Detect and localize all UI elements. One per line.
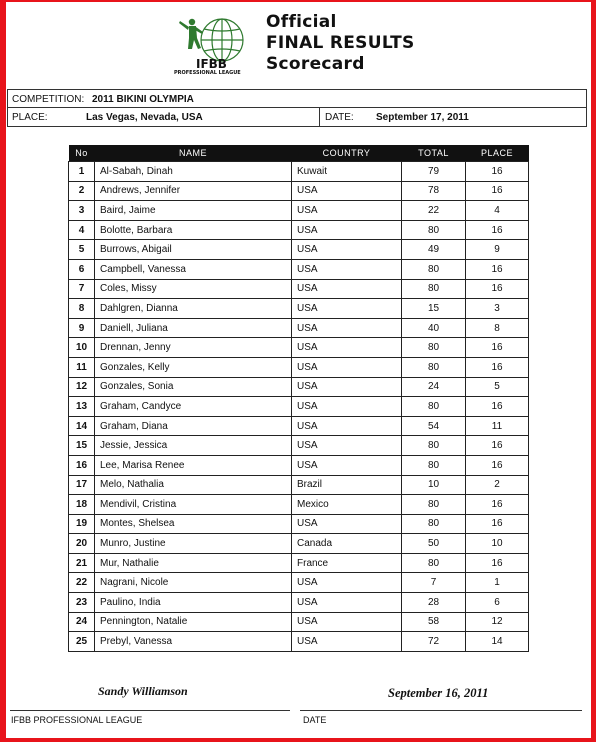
final-place: 16 bbox=[466, 162, 529, 182]
final-place: 9 bbox=[466, 240, 529, 260]
header-name: NAME bbox=[95, 145, 292, 162]
total-score: 80 bbox=[402, 514, 466, 534]
row-number: 16 bbox=[69, 455, 95, 475]
row-number: 14 bbox=[69, 416, 95, 436]
results-table-body bbox=[69, 162, 529, 652]
row-number: 22 bbox=[69, 573, 95, 593]
total-score: 80 bbox=[402, 279, 466, 299]
competitor-name: Burrows, Abigail bbox=[95, 240, 292, 260]
competitor-name: Prebyl, Vanessa bbox=[95, 632, 292, 652]
competition-row bbox=[7, 89, 587, 108]
total-score: 40 bbox=[402, 318, 466, 338]
table-row bbox=[69, 553, 529, 573]
total-score: 80 bbox=[402, 259, 466, 279]
row-number: 6 bbox=[69, 259, 95, 279]
competitor-country: France bbox=[292, 553, 402, 573]
table-row bbox=[69, 612, 529, 632]
header-total: TOTAL bbox=[402, 145, 466, 162]
final-place: 3 bbox=[466, 299, 529, 319]
competitor-name: Mur, Nathalie bbox=[95, 553, 292, 573]
competitor-country: USA bbox=[292, 377, 402, 397]
competitor-country: USA bbox=[292, 240, 402, 260]
table-row bbox=[69, 377, 529, 397]
title-line-3: Scorecard bbox=[266, 54, 365, 74]
table-row bbox=[69, 397, 529, 417]
table-row bbox=[69, 201, 529, 221]
results-table bbox=[68, 145, 529, 652]
competitor-country: Kuwait bbox=[292, 162, 402, 182]
footer-date-label: DATE bbox=[303, 715, 327, 725]
total-score: 24 bbox=[402, 377, 466, 397]
header-country: COUNTRY bbox=[292, 145, 402, 162]
row-number: 3 bbox=[69, 201, 95, 221]
competition-value: 2011 BIKINI OLYMPIA bbox=[92, 94, 194, 105]
total-score: 22 bbox=[402, 201, 466, 221]
title-line-2: FINAL RESULTS bbox=[266, 33, 415, 53]
competitor-country: USA bbox=[292, 299, 402, 319]
competitor-country: USA bbox=[292, 514, 402, 534]
competitor-name: Daniell, Juliana bbox=[95, 318, 292, 338]
total-score: 79 bbox=[402, 162, 466, 182]
row-number: 4 bbox=[69, 220, 95, 240]
competitor-name: Mendivil, Cristina bbox=[95, 495, 292, 515]
competitor-name: Gonzales, Kelly bbox=[95, 357, 292, 377]
final-place: 16 bbox=[466, 514, 529, 534]
competitor-country: Mexico bbox=[292, 495, 402, 515]
table-row bbox=[69, 573, 529, 593]
table-row bbox=[69, 259, 529, 279]
total-score: 80 bbox=[402, 220, 466, 240]
row-number: 12 bbox=[69, 377, 95, 397]
competitor-name: Graham, Diana bbox=[95, 416, 292, 436]
table-row bbox=[69, 162, 529, 182]
competitor-country: USA bbox=[292, 436, 402, 456]
final-place: 16 bbox=[466, 181, 529, 201]
total-score: 80 bbox=[402, 495, 466, 515]
row-number: 23 bbox=[69, 593, 95, 613]
competitor-country: USA bbox=[292, 397, 402, 417]
total-score: 80 bbox=[402, 553, 466, 573]
total-score: 15 bbox=[402, 299, 466, 319]
final-place: 11 bbox=[466, 416, 529, 436]
row-number: 1 bbox=[69, 162, 95, 182]
competitor-name: Drennan, Jenny bbox=[95, 338, 292, 358]
final-place: 5 bbox=[466, 377, 529, 397]
competitor-name: Jessie, Jessica bbox=[95, 436, 292, 456]
competitor-name: Coles, Missy bbox=[95, 279, 292, 299]
final-place: 10 bbox=[466, 534, 529, 554]
table-row bbox=[69, 455, 529, 475]
table-row bbox=[69, 632, 529, 652]
signature-date: September 16, 2011 bbox=[388, 686, 489, 700]
competitor-name: Paulino, India bbox=[95, 593, 292, 613]
final-place: 8 bbox=[466, 318, 529, 338]
header-place: PLACE bbox=[466, 145, 529, 162]
final-place: 16 bbox=[466, 553, 529, 573]
competitor-country: USA bbox=[292, 201, 402, 221]
competitor-name: Al-Sabah, Dinah bbox=[95, 162, 292, 182]
final-place: 1 bbox=[466, 573, 529, 593]
competitor-name: Munro, Justine bbox=[95, 534, 292, 554]
competitor-name: Andrews, Jennifer bbox=[95, 181, 292, 201]
table-row bbox=[69, 593, 529, 613]
table-row bbox=[69, 475, 529, 495]
table-row bbox=[69, 495, 529, 515]
final-place: 4 bbox=[466, 201, 529, 221]
competitor-country: USA bbox=[292, 573, 402, 593]
final-place: 14 bbox=[466, 632, 529, 652]
table-row bbox=[69, 416, 529, 436]
row-number: 15 bbox=[69, 436, 95, 456]
competitor-country: USA bbox=[292, 612, 402, 632]
place-label: PLACE: bbox=[12, 112, 48, 123]
competitor-country: USA bbox=[292, 259, 402, 279]
final-place: 2 bbox=[466, 475, 529, 495]
final-place: 6 bbox=[466, 593, 529, 613]
date-value: September 17, 2011 bbox=[376, 112, 469, 123]
competitor-name: Montes, Shelsea bbox=[95, 514, 292, 534]
row-number: 20 bbox=[69, 534, 95, 554]
table-row bbox=[69, 338, 529, 358]
table-row bbox=[69, 279, 529, 299]
final-place: 12 bbox=[466, 612, 529, 632]
competitor-country: Canada bbox=[292, 534, 402, 554]
total-score: 72 bbox=[402, 632, 466, 652]
row-number: 2 bbox=[69, 181, 95, 201]
competitor-country: USA bbox=[292, 455, 402, 475]
total-score: 80 bbox=[402, 436, 466, 456]
final-place: 16 bbox=[466, 220, 529, 240]
total-score: 80 bbox=[402, 455, 466, 475]
total-score: 80 bbox=[402, 338, 466, 358]
row-number: 24 bbox=[69, 612, 95, 632]
final-place: 16 bbox=[466, 279, 529, 299]
ifbb-logo-icon bbox=[170, 14, 262, 74]
total-score: 10 bbox=[402, 475, 466, 495]
final-place: 16 bbox=[466, 357, 529, 377]
competitor-country: USA bbox=[292, 181, 402, 201]
title-line-1: Official bbox=[266, 12, 337, 32]
row-number: 8 bbox=[69, 299, 95, 319]
total-score: 80 bbox=[402, 357, 466, 377]
footer-league-label: IFBB PROFESSIONAL LEAGUE bbox=[11, 715, 143, 725]
svg-text:PROFESSIONAL LEAGUE: PROFESSIONAL LEAGUE bbox=[174, 70, 241, 74]
competitor-country: USA bbox=[292, 338, 402, 358]
total-score: 28 bbox=[402, 593, 466, 613]
row-number: 21 bbox=[69, 553, 95, 573]
table-row bbox=[69, 220, 529, 240]
competitor-name: Melo, Nathalia bbox=[95, 475, 292, 495]
place-date-row bbox=[7, 108, 587, 127]
total-score: 58 bbox=[402, 612, 466, 632]
competitor-name: Baird, Jaime bbox=[95, 201, 292, 221]
final-place: 16 bbox=[466, 436, 529, 456]
row-number: 25 bbox=[69, 632, 95, 652]
competitor-country: USA bbox=[292, 318, 402, 338]
competitor-country: USA bbox=[292, 593, 402, 613]
competitor-name: Nagrani, Nicole bbox=[95, 573, 292, 593]
competitor-country: Brazil bbox=[292, 475, 402, 495]
place-date-divider bbox=[319, 108, 320, 126]
row-number: 7 bbox=[69, 279, 95, 299]
place-value: Las Vegas, Nevada, USA bbox=[86, 112, 203, 123]
competitor-country: USA bbox=[292, 357, 402, 377]
table-row bbox=[69, 318, 529, 338]
competitor-country: USA bbox=[292, 632, 402, 652]
competitor-country: USA bbox=[292, 220, 402, 240]
total-score: 54 bbox=[402, 416, 466, 436]
total-score: 80 bbox=[402, 397, 466, 417]
competition-label: COMPETITION: bbox=[12, 94, 85, 105]
table-row bbox=[69, 299, 529, 319]
date-line bbox=[300, 710, 582, 711]
row-number: 10 bbox=[69, 338, 95, 358]
competitor-name: Bolotte, Barbara bbox=[95, 220, 292, 240]
date-label: DATE: bbox=[325, 112, 354, 123]
row-number: 5 bbox=[69, 240, 95, 260]
svg-text:IFBB: IFBB bbox=[196, 57, 227, 71]
row-number: 13 bbox=[69, 397, 95, 417]
signature-line bbox=[10, 710, 290, 711]
competitor-name: Lee, Marisa Renee bbox=[95, 455, 292, 475]
table-row bbox=[69, 240, 529, 260]
competitor-name: Dahlgren, Dianna bbox=[95, 299, 292, 319]
total-score: 49 bbox=[402, 240, 466, 260]
competitor-name: Gonzales, Sonia bbox=[95, 377, 292, 397]
signature-name: Sandy Williamson bbox=[98, 684, 188, 698]
final-place: 16 bbox=[466, 397, 529, 417]
row-number: 19 bbox=[69, 514, 95, 534]
total-score: 7 bbox=[402, 573, 466, 593]
competitor-name: Pennington, Natalie bbox=[95, 612, 292, 632]
competitor-country: USA bbox=[292, 279, 402, 299]
table-row bbox=[69, 181, 529, 201]
table-row bbox=[69, 514, 529, 534]
row-number: 11 bbox=[69, 357, 95, 377]
final-place: 16 bbox=[466, 455, 529, 475]
table-header-row bbox=[69, 145, 529, 162]
scorecard-title bbox=[266, 12, 415, 75]
competitor-name: Campbell, Vanessa bbox=[95, 259, 292, 279]
final-place: 16 bbox=[466, 259, 529, 279]
competitor-name: Graham, Candyce bbox=[95, 397, 292, 417]
final-place: 16 bbox=[466, 495, 529, 515]
table-row bbox=[69, 534, 529, 554]
row-number: 9 bbox=[69, 318, 95, 338]
total-score: 78 bbox=[402, 181, 466, 201]
competitor-country: USA bbox=[292, 416, 402, 436]
final-place: 16 bbox=[466, 338, 529, 358]
table-row bbox=[69, 436, 529, 456]
table-row bbox=[69, 357, 529, 377]
header-no: No bbox=[69, 145, 95, 162]
row-number: 18 bbox=[69, 495, 95, 515]
row-number: 17 bbox=[69, 475, 95, 495]
total-score: 50 bbox=[402, 534, 466, 554]
